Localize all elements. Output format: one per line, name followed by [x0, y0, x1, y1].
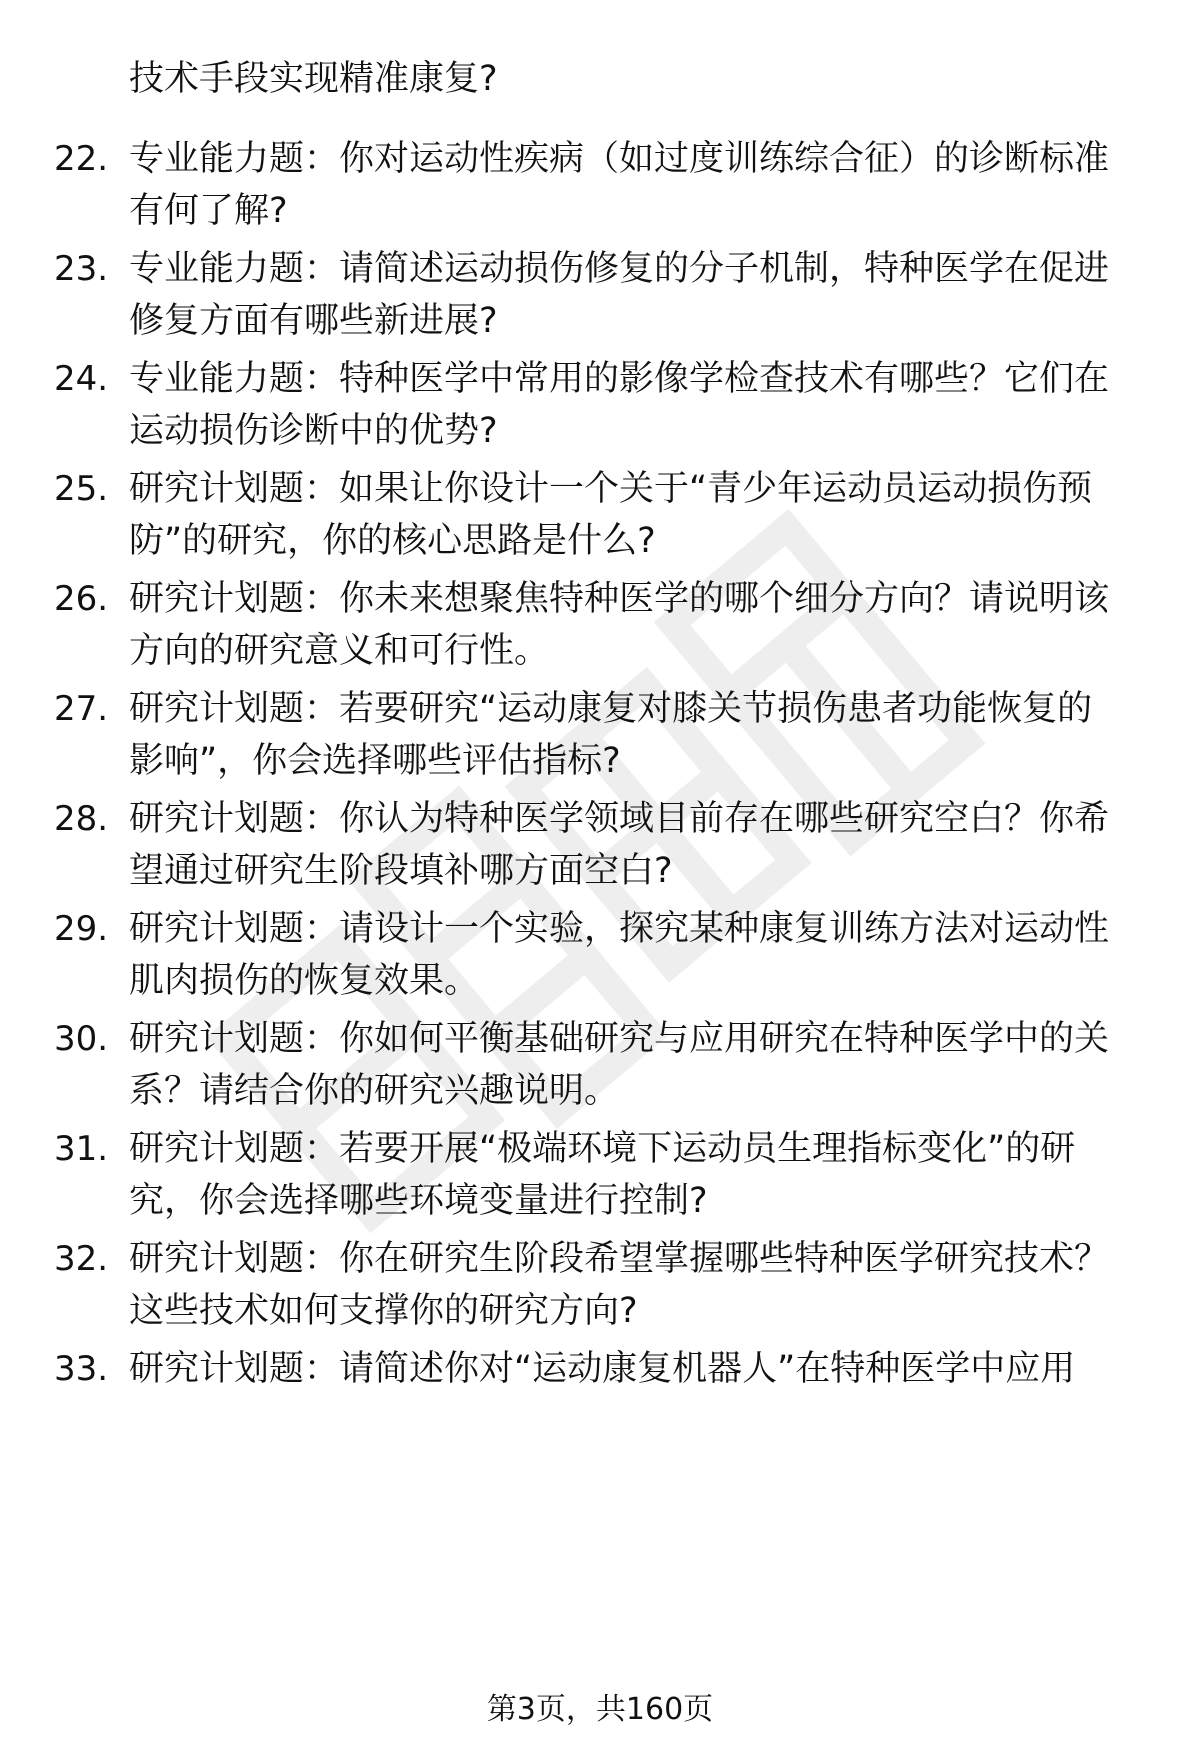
question-text [129, 1233, 1149, 1337]
question-number: 28. [54, 799, 109, 839]
question-line: 望通过研究生阶段填补哪方面空白? [129, 851, 673, 891]
question-text [129, 903, 1149, 1007]
question-line: 专业能力题：你对运动性疾病（如过度训练综合征）的诊断标准 [129, 139, 1110, 179]
question-text [129, 793, 1149, 897]
question-line: 专业能力题：请简述运动损伤修复的分子机制，特种医学在促进 [129, 249, 1110, 289]
page-number-footer: 第3页，共160页 [486, 1692, 714, 1727]
question-item [0, 1123, 1200, 1233]
question-line: 研究计划题：若要研究“运动康复对膝关节损伤患者功能恢复的 [129, 689, 1093, 729]
question-number: 29. [54, 909, 109, 949]
question-text [129, 1123, 1149, 1227]
question-line: 研究计划题：你在研究生阶段希望掌握哪些特种医学研究技术？ [129, 1239, 1110, 1279]
question-item [0, 463, 1200, 573]
question-line: 究，你会选择哪些环境变量进行控制? [129, 1181, 708, 1221]
question-line: 研究计划题：你认为特种医学领域目前存在哪些研究空白？你希 [129, 799, 1110, 839]
question-text [129, 353, 1149, 457]
question-number: 33. [54, 1349, 109, 1389]
question-line: 影响”，你会选择哪些评估指标? [129, 741, 621, 781]
question-text [129, 1013, 1149, 1117]
question-text [129, 683, 1149, 787]
question-item [0, 353, 1200, 463]
question-number: 24. [54, 359, 109, 399]
question-number: 22. [54, 139, 109, 179]
question-line: 修复方面有哪些新进展? [129, 301, 498, 341]
question-item [0, 1343, 1200, 1453]
question-line: 研究计划题：请简述你对“运动康复机器人”在特种医学中应用 [129, 1349, 1076, 1389]
question-text [129, 573, 1149, 677]
question-line: 肌肉损伤的恢复效果。 [129, 961, 480, 1001]
question-text [129, 243, 1149, 347]
question-number: 27. [54, 689, 109, 729]
question-item [0, 573, 1200, 683]
question-line: 专业能力题：特种医学中常用的影像学检查技术有哪些？它们在 [129, 359, 1110, 399]
question-text [129, 133, 1149, 237]
question-item [0, 903, 1200, 1013]
question-line: 研究计划题：请设计一个实验，探究某种康复训练方法对运动性 [129, 909, 1110, 949]
question-number: 30. [54, 1019, 109, 1059]
question-number: 26. [54, 579, 109, 619]
question-number: 23. [54, 249, 109, 289]
question-text [129, 463, 1149, 567]
question-line: 这些技术如何支撑你的研究方向? [129, 1291, 638, 1331]
continuation-line: 技术手段实现精准康复? [129, 59, 498, 99]
question-text [129, 1343, 1149, 1395]
question-item [0, 793, 1200, 903]
question-number: 25. [54, 469, 109, 509]
question-line: 方向的研究意义和可行性。 [129, 631, 550, 671]
question-line: 运动损伤诊断中的优势? [129, 411, 498, 451]
question-number: 32. [54, 1239, 109, 1279]
question-line: 研究计划题：你未来想聚焦特种医学的哪个细分方向？请说明该 [129, 579, 1110, 619]
question-line: 研究计划题：如果让你设计一个关于“青少年运动员运动损伤预 [129, 469, 1093, 509]
question-item [0, 243, 1200, 353]
question-item [0, 683, 1200, 793]
question-item [0, 1233, 1200, 1343]
question-number: 31. [54, 1129, 109, 1169]
question-line: 系？请结合你的研究兴趣说明。 [129, 1071, 620, 1111]
question-line: 研究计划题：若要开展“极端环境下运动员生理指标变化”的研 [129, 1129, 1076, 1169]
question-line: 研究计划题：你如何平衡基础研究与应用研究在特种医学中的关 [129, 1019, 1110, 1059]
question-line: 防”的研究，你的核心思路是什么? [129, 521, 656, 561]
question-item [0, 1013, 1200, 1123]
question-line: 有何了解? [129, 191, 288, 231]
question-item [0, 133, 1200, 243]
